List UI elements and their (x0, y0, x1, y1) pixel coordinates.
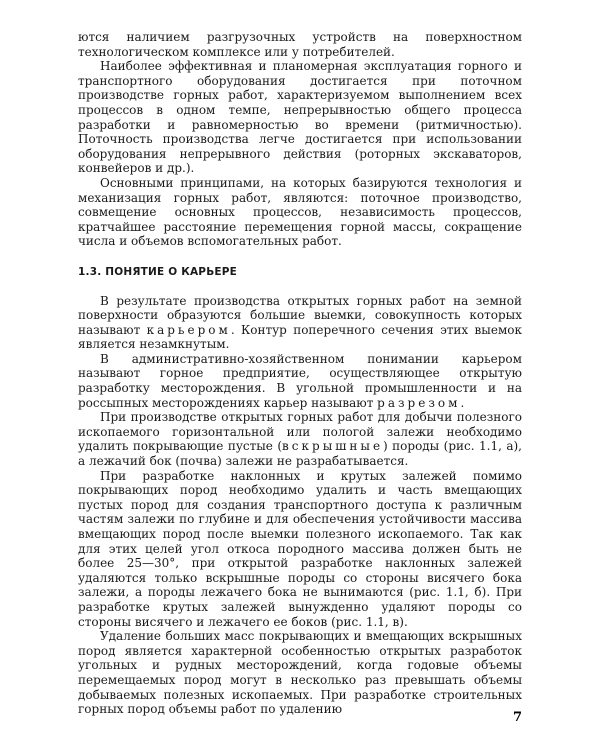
text-run: ) породы (рис. 1.1, а), а лежачий бок (почва) залежи не разрабатывается. (78, 439, 522, 469)
paragraph-continuation: ются наличием разгрузочных устройств на поверхностном технологическом комплексе или у потребителей. (78, 30, 522, 59)
paragraph-principles: Основными принципами, на которых базируются технология и механизация горных работ, являются: поточное производство, совмещение основных процессов, независимость процессов, кратчайшее расстояние перемещения горной массы, сокращение числа и объемов вспомогательных работ. (78, 175, 522, 249)
text-run: В результате производства открытых горных работ на земной поверхности образуются большие выемки, совокупность которых называют (78, 293, 522, 337)
term-razrez: разрезом (377, 395, 461, 410)
paragraph-flow-production: Наиболее эффективная и планомерная эксплуатация горного и транспортного оборудования достигается при поточном производстве горных работ, характеризуемом выполнением всех процессов в одном темпе, непрерывностью общего процесса разработки и равномерностью во времени (ритмичностью). Поточность производства легче достигается при использовании оборудования непрерывного действия (роторных экскаваторов, конвейеров и др.). (78, 59, 522, 176)
text-run: В административно-хозяйственном понимании карьером называют горное предприятие, осуществляющее открытую разработку месторождения. В угольной промышленности и на россыпных месторождениях карьер называют (78, 351, 522, 410)
page-number: 7 (512, 710, 522, 725)
section-heading: 1.3. ПОНЯТИЕ О КАРЬЕРЕ (78, 265, 238, 278)
paragraph-horizontal-deposits (78, 410, 522, 468)
term-vskryshnye: вскрышные (282, 439, 384, 454)
text-run: . Контур поперечного сечения этих выемок является незамкнутым. (78, 322, 522, 352)
term-karier: карьером (146, 322, 231, 337)
paragraph-overburden-removal: Удаление больших масс покрывающих и вмещающих вскрышных пород является характерной особенностью открытых разработок угольных и рудных месторождений, когда годовые объемы перемещаемых пород могут в несколько раз превышать объемы добываемых полезных ископаемых. При разработке строительных горных пород объемы работ по удалению (78, 629, 522, 717)
paragraph-administrative (78, 352, 522, 410)
page-body (78, 30, 522, 717)
paragraph-inclined-deposits: При разработке наклонных и крутых залежей помимо покрывающих пород необходимо удалить и часть вмещающих пустых пород для создания транспортного доступа к различным частям залежи по глубине и для обеспечения устойчивости массива вмещающих пород после выемки полезного ископаемого. Так как для этих целей угол откоса породного массива должен быть не более 25—30°, при открытой разработке наклонных залежей удаляются только вскрышные породы со стороны висячего бока залежи, а породы лежачего бока не вынимаются (рис. 1.1, б). При разработке крутых залежей вынужденно удаляют породы со стороны висячего и лежачего ее боков (рис. 1.1, в). (78, 468, 522, 629)
paragraph-quarry-definition (78, 294, 522, 352)
text-run: При производстве открытых горных работ для добычи полезного ископаемого горизонтальной или пологой залежи необходимо удалить покрывающие пустые ( (78, 410, 522, 454)
text-run: . (460, 395, 465, 410)
